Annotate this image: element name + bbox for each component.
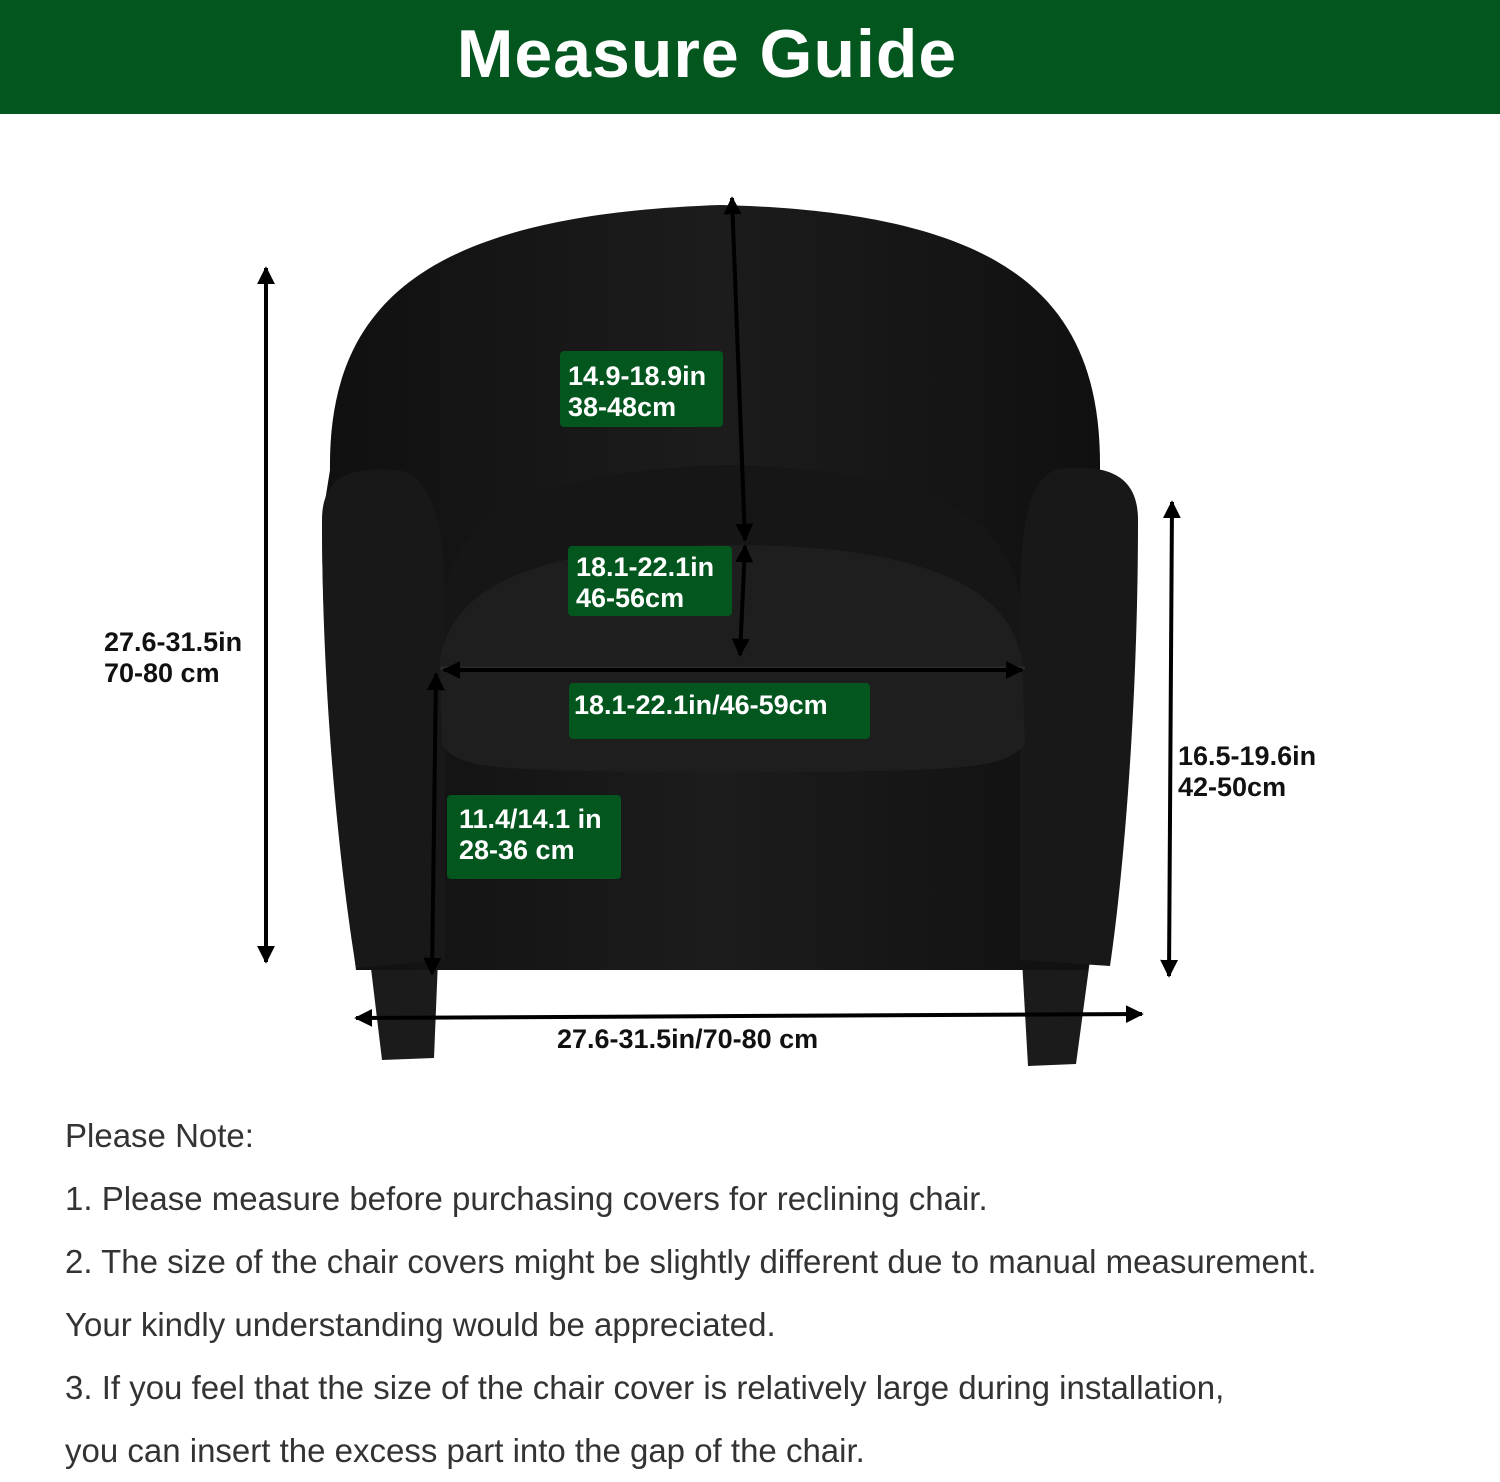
- arrow-arm-height: [1169, 502, 1172, 976]
- chair-arm-right: [1020, 468, 1138, 966]
- seat-width-value: 18.1-22.1in/46-59cm: [574, 690, 828, 720]
- label-seat-width: [569, 683, 870, 739]
- tub-chair: [322, 205, 1138, 1066]
- total-height-in: 27.6-31.5in: [104, 627, 243, 657]
- arm-height-in: 16.5-19.6in: [1178, 741, 1317, 771]
- page-title: Measure Guide: [456, 16, 958, 92]
- notes-section: [65, 1104, 1485, 1482]
- label-arm-height: [1178, 741, 1316, 803]
- seat-depth-in: 18.1-22.1in: [576, 552, 715, 582]
- notes-heading: Please Note:: [65, 1117, 254, 1154]
- chair-leg-left: [370, 960, 438, 1060]
- back-height-in: 14.9-18.9in: [568, 361, 707, 391]
- seat-depth-cm: 46-56cm: [576, 583, 685, 613]
- chair-arm-left: [322, 470, 445, 968]
- note-item-3-continued: you can insert the excess part into the gap of the chair.: [65, 1432, 865, 1469]
- label-seat-depth: [568, 546, 732, 616]
- total-height-cm: 70-80 cm: [104, 658, 220, 688]
- arm-height-cm: 42-50cm: [1178, 772, 1287, 802]
- note-item-2-continued: Your kindly understanding would be appreciated.: [65, 1306, 776, 1343]
- note-item-2: 2. The size of the chair covers might be slightly different due to manual measurement.: [65, 1243, 1317, 1280]
- label-total-height: [104, 627, 242, 689]
- label-total-width: 27.6-31.5in/70-80 cm: [557, 1024, 819, 1054]
- note-item-1: 1. Please measure before purchasing covers for reclining chair.: [65, 1180, 988, 1217]
- arrow-total-width: [356, 1014, 1142, 1018]
- note-item-3: 3. If you feel that the size of the chair cover is relatively large during installation,: [65, 1369, 1225, 1406]
- label-back-height: [560, 351, 723, 427]
- seat-height-cm: 28-36 cm: [459, 835, 575, 865]
- label-seat-height: [447, 795, 621, 879]
- seat-height-in: 11.4/14.1 in: [459, 804, 602, 834]
- back-height-cm: 38-48cm: [568, 392, 677, 422]
